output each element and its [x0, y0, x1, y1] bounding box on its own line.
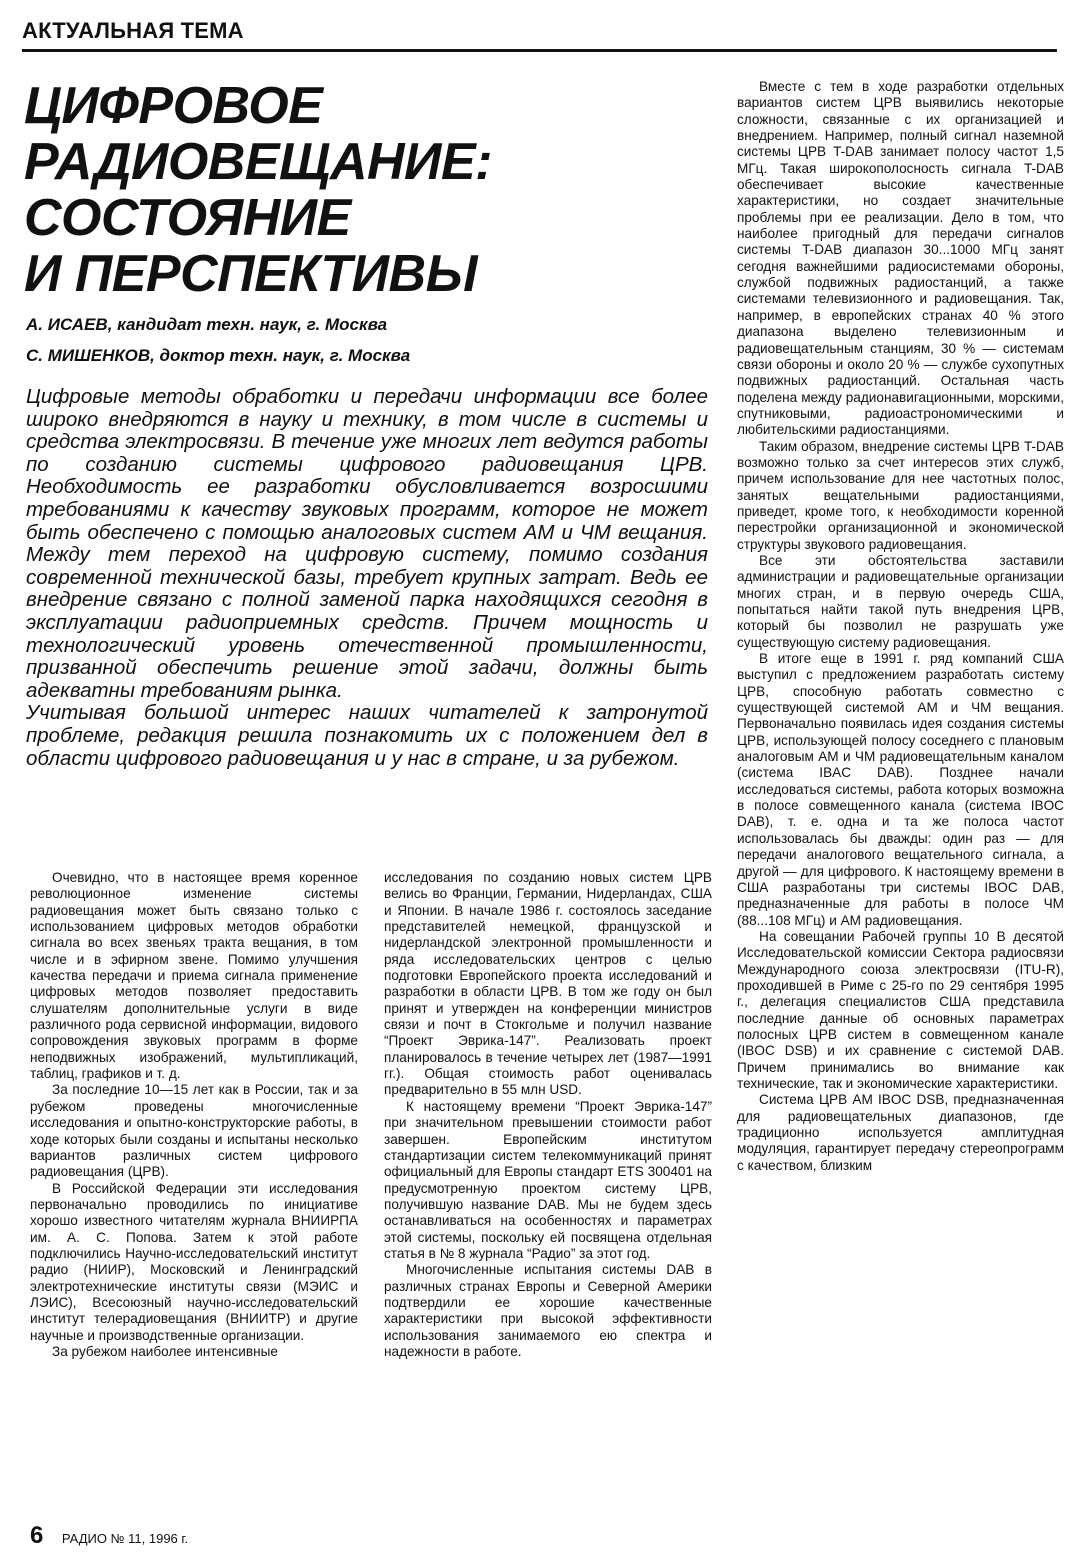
lead-paragraph: [26, 386, 708, 770]
body-paragraph: За последние 10—15 лет как в России, так и за рубежом проведены многочисленные исследования и опытно-конструкторские работы, в ходе которых были созданы и испытаны несколько вариантов различных систем цифрового радиовещания (ЦРВ).: [30, 1082, 358, 1180]
body-column-3: [737, 79, 1064, 1174]
author-byline: С. МИШЕНКОВ, доктор техн. наук, г. Москва: [26, 346, 411, 365]
body-paragraph: В Российской Федерации эти исследования первоначально проводились по инициативе хорошо известного читателям журнала ВНИИРПА им. А. С. Попова. Затем к этой работе подключились Научно-исследовательский институт радио (НИИР), Московский и Ленинградский электротехнические институты связи (МЭИС и ЛЭИС), Всесоюзный научно-исследовательский институт телерадиовещания (ВНИИТР) и другие научные и производственные организации.: [30, 1180, 358, 1343]
page-footer: [30, 1522, 188, 1550]
body-column-2: [384, 870, 712, 1360]
title-line: И ПЕРСПЕКТИВЫ: [24, 245, 478, 303]
body-paragraph-continued: исследования по созданию новых систем ЦРВ велись во Франции, Германии, Нидерландах, США и Японии. В начале 1986 г. состоялось заседание представителей немецкой, французской и нидерландской электронной промышленности и ряда исследовательских центров с целью подготовки Европейского проекта исследований и разработки в области ЦРВ. В том же году он был принят и утвержден на конференции министров связи и почт в Стокгольме и получил название “Проект Эврика-147”. Реализовать проект планировалось в течение четырех лет (1987—1991 гг.). Общая стоимость работ оценивалась предварительно в 55 млн USD.: [384, 870, 712, 1098]
body-paragraph: Все эти обстоятельства заставили администрации и радиовещательные организации многих стран, и в первую очередь США, попытаться найти такой путь внедрения ЦРВ, который бы позволил не разрушать уже существующую систему радиовещания.: [737, 552, 1064, 650]
author-list: [26, 315, 410, 377]
body-paragraph: Вместе с тем в ходе разработки отдельных вариантов систем ЦРВ выявились некоторые сложности, связанные с их организацией и внедрением. Например, полный сигнал наземной системы ЦРВ T-DAB занимает полосу частот 1,5 МГц. Такая широкополосность сигнала T-DAB обеспечивает высокие качественные характеристики, но создает значительные проблемы при ее реализации. Дело в том, что наиболее пригодный для передачи сигналов системы T-DAB диапазон 30...1000 МГц занят сегодня важнейшими радиосистемами обороны, службой подвижных радиостанций, а также системами телевизионного и радиовещания. Так, например, в европейских странах 40 % этого диапазона выделено телевизионным и радиовещательным станциям, 30 % — системам связи обороны и около 20 % — службе сухопутных подвижных радиостанций. Остальная часть поделена между радионавигационными, морскими, спутниковыми, радиоастрономическими и любительскими радиостанциями.: [737, 79, 1064, 438]
body-paragraph: Очевидно, что в настоящее время коренное революционное изменение системы радиовещания может быть связано только с использованием цифровых методов обработки сигнала во всех звеньях тракта вещания, в том числе и в эфирном звене. Помимо улучшения качества передачи и приема сигнала применение цифровых методов позволяет предоставить слушателям дополнительные услуги в виде различного рода сервисной информации, видового сопровождения звуковых программ в форме неподвижных изображений, мультипликаций, таблиц, графиков и т. д.: [30, 870, 358, 1082]
section-rubric: АКТУАЛЬНАЯ ТЕМА: [22, 18, 244, 43]
body-paragraph: Таким образом, внедрение системы ЦРВ T-DAB возможно только за счет интересов этих служб, причем использование для нее частотных полос, занятых вещательными радиостанциями, приведет, кроме того, к необходимости коренной перестройки организационной и экономической структуры звукового радиовещания.: [737, 438, 1064, 552]
title-line: ЦИФРОВОЕ: [24, 77, 323, 135]
page-number: 6: [30, 1522, 44, 1549]
author-byline: А. ИСАЕВ, кандидат техн. наук, г. Москва: [26, 315, 388, 334]
body-paragraph: Многочисленные испытания системы DAB в различных странах Европы и Северной Америки подтвердили ее хорошие качественные характеристики при высокой эффективности использования занимаемого ею спектра и надежности в работе.: [384, 1262, 712, 1359]
title-line: РАДИОВЕЩАНИЕ:: [24, 133, 492, 191]
magazine-issue: РАДИО № 11, 1996 г.: [61, 1531, 189, 1546]
body-paragraph: В итоге еще в 1991 г. ряд компаний США выступил с предложением разработать систему ЦРВ, способную работать совместно с существующей системой АМ и ЧМ вещания. Первоначально появилась идея создания системы ЦРВ, использующей полосу соседнего с плановым аналоговым АМ и ЧМ радиовещательным каналом (система IBAC DAB). Позднее начали исследоваться системы, работа которых возможна в полосе совмещенного канала (система IBOC DAB), т. е. одна и та же полоса частот использовалась бы дважды: один раз — для передачи аналогового вещательного сигнала, а другой — для цифрового. К настоящему времени в США разработаны три системы IBOC DAB, предназначенные для работы в полосе ЧМ (88...108 МГц) и АМ радиовещания.: [737, 651, 1064, 928]
header-rule: [22, 49, 1057, 52]
article-title: [24, 78, 492, 302]
body-paragraph: За рубежом наиболее интенсивные: [52, 1343, 278, 1359]
lead-text: Учитывая большой интерес наших читателей к затронутой проблеме, редакция решила познакомить их с положением дел в области цифрового радиовещания и у нас в стране, и за рубежом.: [26, 701, 708, 770]
lead-text: Цифровые методы обработки и передачи информации все более широко внедряются в науку и технику, в том числе в системы и средства электросвязи. В течение уже многих лет ведутся работы по созданию системы цифрового радиовещания ЦРВ. Необходимость ее разработки обусловливается возросшими требованиями к качеству звуковых программ, которое не может быть обеспечено с помощью аналоговых систем АМ и ЧМ вещания. Между тем переход на цифровую систему, помимо создания современной технической базы, требует крупных затрат. Ведь ее внедрение связано с полной заменой парка находящихся сегодня в эксплуатации радиоприемных средств. Причем мощность и технологический уровень отечественной промышленности, призванной обеспечить решение этой задачи, должны быть адекватны требованиям рынка.: [26, 385, 708, 702]
body-paragraph: На совещании Рабочей группы 10 В десятой Исследовательской комиссии Сектора радиосвязи Международного союза электросвязи (ITU-R), проходившей в Риме с 25-го по 29 сентября 1995 г., делегация специалистов США представила последние данные об основных параметрах полосных ЦРВ систем в совмещенном канале (IBOC DSB) и их сравнение с системой DAB. Причем принимались во внимание как технические, так и экономические характеристики.: [737, 928, 1064, 1091]
body-paragraph: Система ЦРВ АМ IBOC DSB, предназначенная для радиовещательных диапазонов, где традиционно используется амплитудная модуляция, гарантирует передачу стереопрограмм с качеством, близким: [737, 1092, 1064, 1173]
body-column-1: [30, 870, 358, 1360]
body-paragraph: К настоящему времени “Проект Эврика-147” при значительном превышении стоимости работ завершен. Европейским институтом стандартизации систем телекоммуникаций принят официальный для Европы стандарт ETS 300401 на предусмотренную проектом систему ЦРВ, получившую название DAB. Мы не будем здесь останавливаться на особенностях и параметрах этой системы, поскольку ей посвящена отдельная статья в № 8 журнала “Радио” за этот год.: [384, 1098, 712, 1261]
title-line: СОСТОЯНИЕ: [24, 189, 351, 247]
